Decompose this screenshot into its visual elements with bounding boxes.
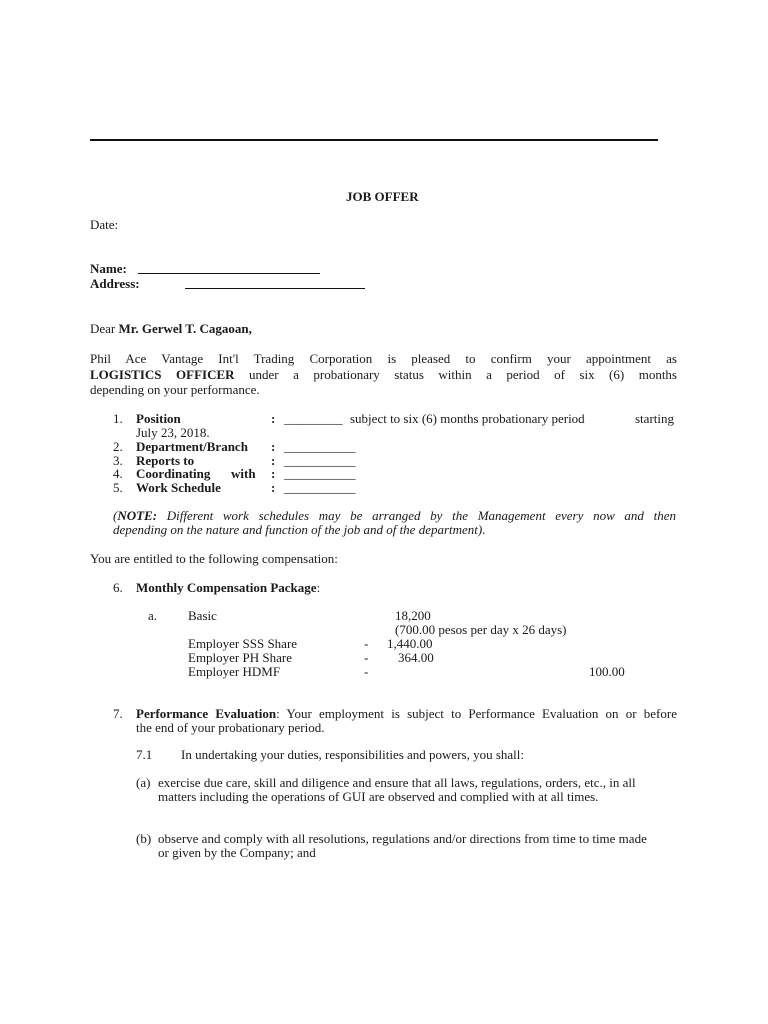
comp-label: Monthly Compensation Package	[136, 580, 317, 595]
position-title: LOGISTICS OFFICER	[90, 367, 235, 382]
intro-line-3: depending on your performance.	[90, 382, 260, 397]
note-line-1	[113, 509, 676, 523]
intro-line-1: Phil Ace Vantage Int'l Trading Corporation is pleased to confirm your appointment as	[90, 351, 677, 366]
comp-num: 6.	[113, 580, 123, 595]
name-label: Name:	[90, 261, 127, 276]
comp-sub-letter: a.	[148, 608, 158, 623]
detail-colon-3: :	[271, 453, 276, 468]
document-title: JOB OFFER	[346, 189, 419, 204]
note-open: (	[113, 508, 118, 523]
comp-row-label-ph: Employer PH Share	[188, 650, 292, 665]
perf-label: Performance Evaluation	[136, 706, 277, 721]
header-rule	[90, 139, 658, 141]
detail-blank-department: ___________	[284, 439, 356, 454]
name-field	[138, 261, 320, 274]
detail-blank-position: _________	[284, 411, 343, 426]
comp-row-value-hdmf: 100.00	[589, 664, 625, 679]
item-b-letter: (b)	[136, 831, 152, 846]
entitled-text: You are entitled to the following compensation:	[90, 551, 338, 566]
comp-row-dash-ph: -	[364, 650, 369, 665]
perf-num: 7.	[113, 706, 123, 721]
item-a-line-1: exercise due care, skill and diligence and ensure that all laws, regulations, orders, etc., in all	[158, 775, 636, 790]
address-field	[185, 276, 365, 289]
detail-extra2-position: starting	[635, 411, 674, 426]
duties-num: 7.1	[136, 747, 153, 762]
comp-row-value-basic: 18,200	[395, 608, 431, 623]
detail-num-2: 2.	[113, 439, 123, 454]
note-text-1: Different work schedules may be arranged by the Management every now and then	[166, 508, 676, 523]
detail-label-reports: Reports to	[136, 453, 195, 468]
comp-row-label-hdmf: Employer HDMF	[188, 664, 281, 679]
perf-text-1: : Your employment is subject to Performance Evaluation on or before	[276, 706, 677, 721]
salutation-prefix: Dear	[90, 321, 116, 336]
comp-row-label-basic: Basic	[188, 608, 217, 623]
note-line-2: depending on the nature and function of the job and of the department).	[113, 522, 486, 537]
detail-blank-coordinating: ___________	[284, 466, 356, 481]
item-b-line-2: or given by the Company; and	[158, 845, 316, 860]
detail-colon-5: :	[271, 480, 276, 495]
item-b-line-1: observe and comply with all resolutions, regulations and/or directions from time to time made	[158, 831, 647, 846]
comp-row-dash-hdmf: -	[364, 664, 369, 679]
detail-num-4: 4.	[113, 466, 123, 481]
detail-extra-position: subject to six (6) months probationary period	[350, 411, 585, 426]
detail-colon-2: :	[271, 439, 276, 454]
date-label: Date:	[90, 217, 119, 232]
perf-line-1	[136, 707, 677, 721]
detail-label-schedule: Work Schedule	[136, 480, 221, 495]
intro-line-2-rest: under a probationary status within a period of six (6) months	[249, 367, 677, 382]
detail-num-5: 5.	[113, 480, 123, 495]
detail-colon-4: :	[271, 466, 276, 481]
intro-line-2	[90, 368, 677, 382]
detail-cont-position: July 23, 2018.	[136, 425, 210, 440]
salutation	[90, 322, 252, 336]
comp-row-label-sss: Employer SSS Share	[188, 636, 298, 651]
item-a-letter: (a)	[136, 775, 151, 790]
detail-label-coordinating-with: with	[231, 466, 256, 481]
comp-heading	[136, 581, 320, 595]
perf-line-2: the end of your probationary period.	[136, 720, 325, 735]
detail-blank-reports: ___________	[284, 453, 356, 468]
detail-num-3: 3.	[113, 453, 123, 468]
item-a-line-2: matters including the operations of GUI are observed and complied with at all times.	[158, 789, 599, 804]
comp-row-value-basic-note: (700.00 pesos per day x 26 days)	[395, 622, 567, 637]
detail-num-1: 1.	[113, 411, 123, 426]
detail-label-coordinating: Coordinating	[136, 466, 211, 481]
duties-text: In undertaking your duties, responsibilities and powers, you shall:	[181, 747, 525, 762]
detail-label-position: Position	[136, 411, 181, 426]
address-label: Address:	[90, 276, 140, 291]
comp-row-value-sss: 1,440.00	[387, 636, 433, 651]
salutation-name: Mr. Gerwel T. Cagaoan,	[118, 321, 252, 336]
comp-row-value-ph: 364.00	[398, 650, 434, 665]
comp-row-dash-sss: -	[364, 636, 369, 651]
detail-colon-1: :	[271, 411, 276, 426]
detail-blank-schedule: ___________	[284, 480, 356, 495]
note-label: NOTE:	[117, 508, 158, 523]
comp-colon: :	[316, 580, 321, 595]
detail-label-department: Department/Branch	[136, 439, 248, 454]
